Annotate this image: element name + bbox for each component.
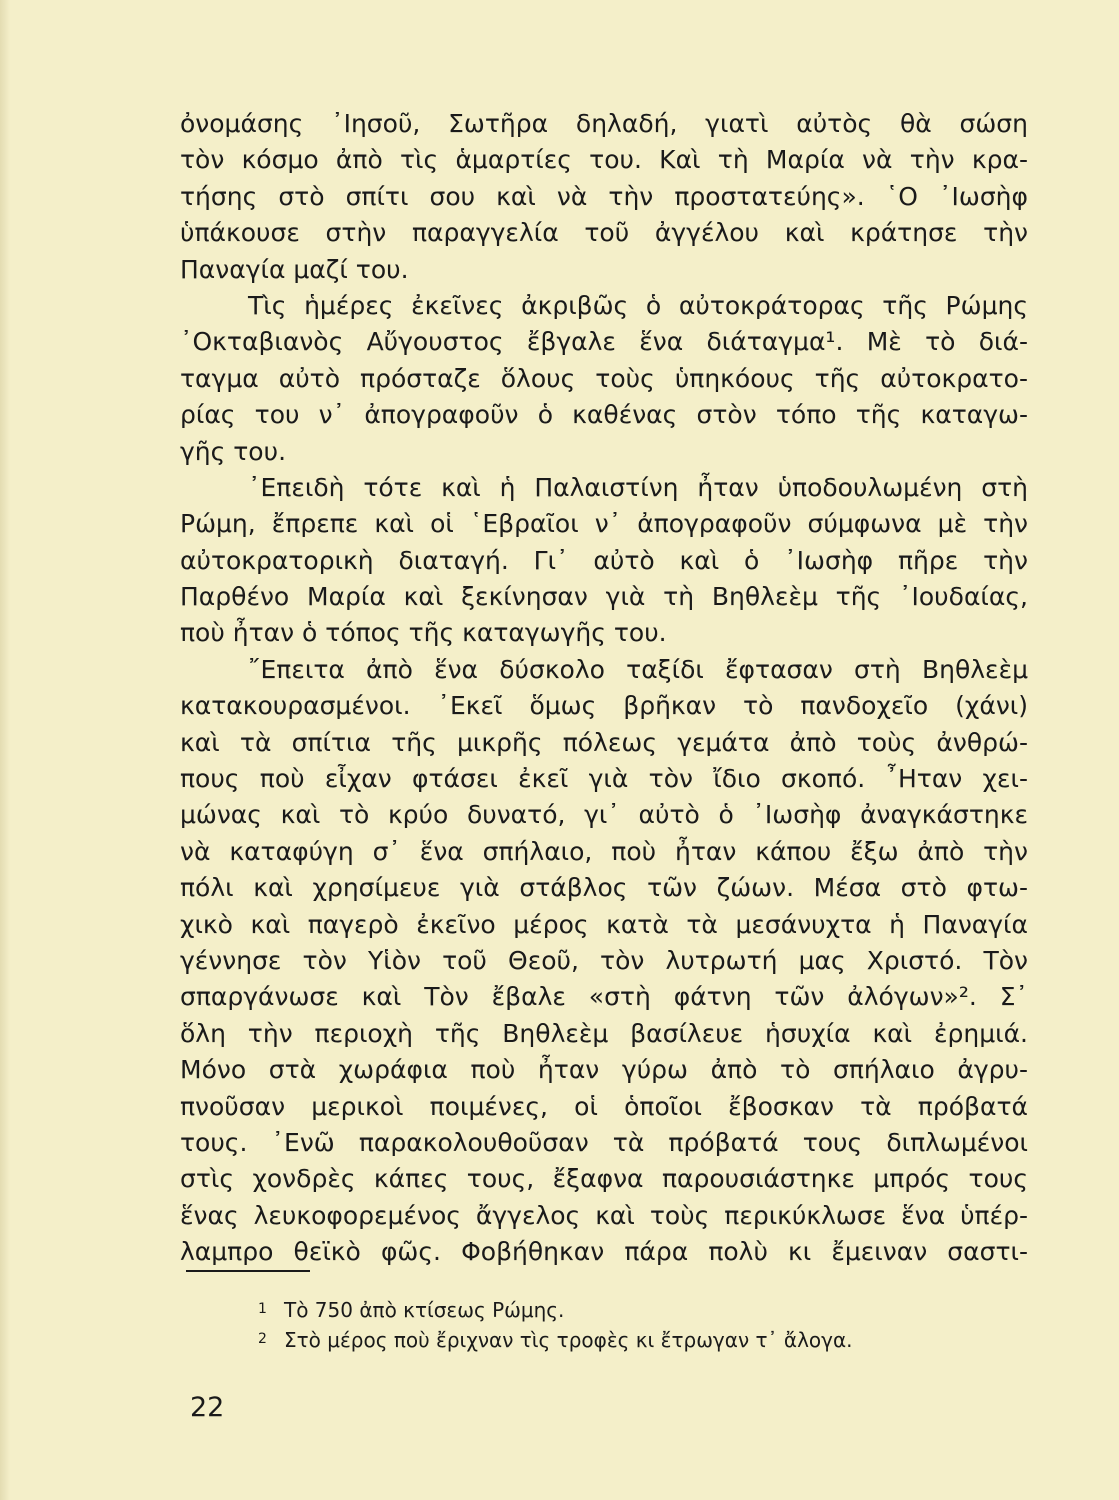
footnote-text: Στὸ μέρος ποὺ ἔριχναν τὶς τροφὲς κι ἔτρωγαν τ᾿ ἄλογα.: [284, 1328, 853, 1352]
footnotes: [258, 1294, 978, 1354]
text-line: ποὺ ἦταν ὁ τόπος τῆς καταγωγῆς του.: [180, 618, 667, 648]
text-line: πους ποὺ εἶχαν φτάσει ἐκεῖ γιὰ τὸν ἴδιο σκοπό. ῏Ηταν χει-: [180, 764, 1028, 794]
text-line: ᾿Επειδὴ τότε καὶ ἡ Παλαιστίνη ἦταν ὑποδουλωμένη στὴ: [248, 472, 1028, 502]
text-line: τους. ᾿Ενῶ παρακολουθοῦσαν τὰ πρόβατά τους διπλωμένοι: [180, 1127, 1028, 1157]
text-line: μώνας καὶ τὸ κρύο δυνατό, γι᾿ αὐτὸ ὁ ᾿Ιωσὴφ ἀναγκάστηκε: [180, 800, 1028, 830]
text-line: νὰ καταφύγη σ᾿ ἕνα σπήλαιο, ποὺ ἦταν κάπου ἔξω ἀπὸ τὴν: [180, 836, 1028, 866]
text-line: Ρώμη, ἔπρεπε καὶ οἱ ῾Εβραῖοι ν᾿ ἀπογραφοῦν σύμφωνα μὲ τὴν: [180, 509, 1028, 539]
text-line: ταγμα αὐτὸ πρόσταζε ὅλους τοὺς ὑπηκόους τῆς αὐτοκρατο-: [180, 363, 1028, 393]
text-line: καὶ τὰ σπίτια τῆς μικρῆς πόλεως γεμάτα ἀπὸ τοὺς ἀνθρώ-: [180, 727, 1028, 757]
text-line: στὶς χονδρὲς κάπες τους, ἔξαφνα παρουσιάστηκε μπρός τους: [180, 1164, 1028, 1194]
text-line: πνοῦσαν μερικοὶ ποιμένες, οἱ ὁποῖοι ἔβοσκαν τὰ πρόβατά: [180, 1091, 1028, 1121]
text-line: ὅλη τὴν περιοχὴ τῆς Βηθλεὲμ βασίλευε ἡσυχία καὶ ἐρημιά.: [180, 1018, 1028, 1048]
text-line: γῆς του.: [180, 436, 287, 466]
text-line: γέννησε τὸν Υἱὸν τοῦ Θεοῦ, τὸν λυτρωτή μας Χριστό. Τὸν: [180, 945, 1028, 975]
text-line: τήσης στὸ σπίτι σου καὶ νὰ τὴν προστατεύης». ῾Ο ᾿Ιωσὴφ: [180, 181, 1028, 211]
text-line: αὐτοκρατορικὴ διαταγή. Γι᾿ αὐτὸ καὶ ὁ ᾿Ιωσὴφ πῆρε τὴν: [180, 545, 1028, 575]
text-line: ρίας του ν᾿ ἀπογραφοῦν ὁ καθένας στὸν τόπο τῆς καταγω-: [180, 400, 1028, 430]
body-text: [180, 106, 1028, 1271]
text-line: ὑπάκουσε στὴν παραγγελία τοῦ ἀγγέλου καὶ κράτησε τὴν: [180, 218, 1028, 248]
text-line: χικὸ καὶ παγερὸ ἐκεῖνο μέρος κατὰ τὰ μεσάνυχτα ἡ Παναγία: [180, 909, 1028, 939]
page-edge-shadow: [0, 0, 10, 1500]
footnote-mark: 2: [258, 1331, 267, 1347]
footnote-2: [258, 1324, 978, 1354]
footnote-1: [258, 1294, 978, 1324]
text-line: ὀνομάσης ᾿Ιησοῦ, Σωτῆρα δηλαδή, γιατὶ αὐτὸς θὰ σώση: [180, 109, 1028, 138]
footnote-rule: [186, 1270, 310, 1272]
text-line: λαμπρο θεϊκὸ φῶς. Φοβήθηκαν πάρα πολὺ κι ἔμειναν σαστι-: [180, 1237, 1028, 1267]
text-line: ἕνας λευκοφορεμένος ἄγγελος καὶ τοὺς περικύκλωσε ἕνα ὑπέρ-: [180, 1200, 1028, 1230]
text-line: πόλι καὶ χρησίμευε γιὰ στάβλος τῶν ζώων. Μέσα στὸ φτω-: [180, 873, 1028, 903]
text-line: Παναγία μαζί του.: [180, 254, 409, 284]
text-line: ῎Επειτα ἀπὸ ἕνα δύσκολο ταξίδι ἔφτασαν στὴ Βηθλεὲμ: [248, 654, 1028, 684]
text-line: Μόνο στὰ χωράφια ποὺ ἦταν γύρω ἀπὸ τὸ σπήλαιο ἀγρυ-: [180, 1055, 1028, 1085]
text-line: σπαργάνωσε καὶ Τὸν ἔβαλε «στὴ φάτνη τῶν ἀλόγων»². Σ᾿: [180, 982, 1028, 1012]
page-number: 22: [190, 1392, 225, 1423]
text-line: τὸν κόσμο ἀπὸ τὶς ἁμαρτίες του. Καὶ τὴ Μαρία νὰ τὴν κρα-: [180, 145, 1028, 175]
text-line: κατακουρασμένοι. ᾿Εκεῖ ὅμως βρῆκαν τὸ πανδοχεῖο (χάνι): [180, 691, 1028, 721]
footnote-text: Τὸ 750 ἀπὸ κτίσεως Ρώμης.: [284, 1298, 565, 1322]
text-line: ᾿Οκταβιανὸς Αὔγουστος ἔβγαλε ἕνα διάταγμα¹. Μὲ τὸ διά-: [180, 327, 1028, 357]
text-line: Τὶς ἡμέρες ἐκεῖνες ἀκριβῶς ὁ αὐτοκράτορας τῆς Ρώμης: [248, 290, 1028, 320]
footnote-mark: 1: [258, 1301, 267, 1317]
text-line: Παρθένο Μαρία καὶ ξεκίνησαν γιὰ τὴ Βηθλεὲμ τῆς ᾿Ιουδαίας,: [180, 582, 1028, 612]
